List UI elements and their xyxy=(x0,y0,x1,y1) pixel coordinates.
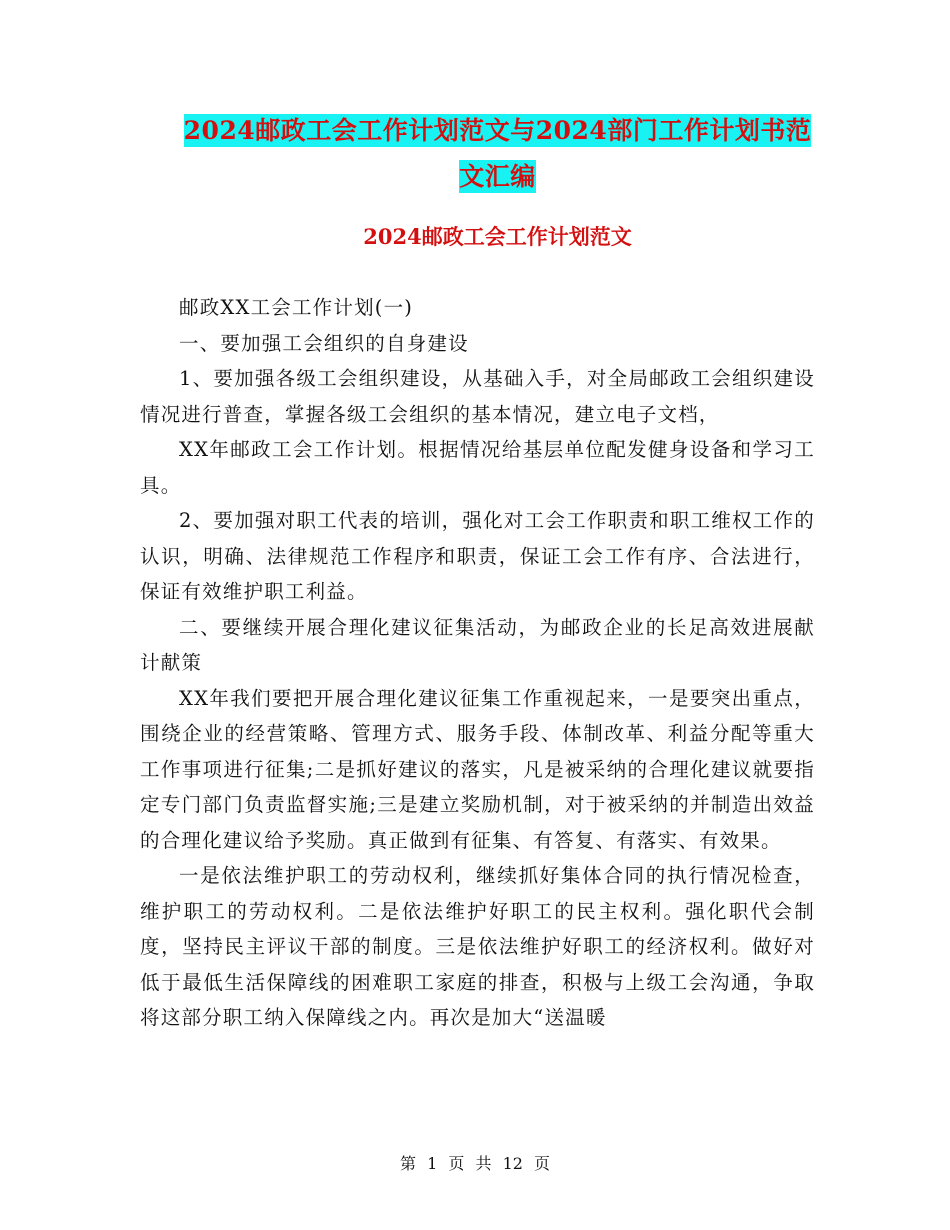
document-title xyxy=(140,108,855,200)
footer-total-pages: 12 xyxy=(502,1154,523,1173)
body-text xyxy=(140,290,815,1036)
paragraph: XX年邮政工会工作计划。根据情况给基层单位配发健身设备和学习工具。 xyxy=(140,438,815,497)
footer-label-unit2: 页 xyxy=(534,1154,551,1173)
footer-label-total: 共 xyxy=(475,1154,492,1173)
document-title-line2: 文汇编 xyxy=(459,162,536,191)
footer-current-page: 1 xyxy=(427,1154,438,1173)
paragraph: 邮政XX工会工作计划(一) xyxy=(179,296,414,319)
section-title: 2024邮政工会工作计划范文 xyxy=(363,224,632,249)
paragraph: 1、要加强各级工会组织建设，从基础入手，对全局邮政工会组织建设情况进行普查，掌握各级工会组织的基本情况，建立电子文档， xyxy=(140,367,815,426)
paragraph: 2、要加强对职工代表的培训，强化对工会工作职责和职工维权工作的认识，明确、法律规范工作程序和职责，保证工会工作有序、合法进行，保证有效维护职工利益。 xyxy=(140,509,815,603)
paragraph: 二、要继续开展合理化建议征集活动，为邮政企业的长足高效进展献计献策 xyxy=(140,615,815,674)
paragraph: 一是依法维护职工的劳动权利，继续抓好集体合同的执行情况检查，维护职工的劳动权利。二是依法维护好职工的民主权利。强化职代会制度，坚持民主评议干部的制度。三是依法维护好职工的经济权利。做好对低于最低生活保障线的困难职工家庭的排查，积极与上级工会沟通，争取将这部分职工纳入保障线之内。再次是加大“送温暖 xyxy=(140,864,815,1029)
footer-label-page: 第 xyxy=(399,1154,416,1173)
paragraph: XX年我们要把开展合理化建议征集工作重视起来，一是要突出重点，围绕企业的经营策略、管理方式、服务手段、体制改革、利益分配等重大工作事项进行征集;二是抓好建议的落实，凡是被采纳的合理化建议就要指定专门部门负责监督实施;三是建立奖励机制，对于被采纳的并制造出效益的合理化建议给予奖励。真正做到有征集、有答复、有落实、有效果。 xyxy=(140,686,815,852)
document-title-line1: 2024邮政工会工作计划范文与2024部门工作计划书范 xyxy=(183,116,812,145)
page-footer xyxy=(0,1152,950,1176)
paragraph: 一、要加强工会组织的自身建设 xyxy=(179,331,469,355)
footer-label-unit: 页 xyxy=(448,1154,465,1173)
